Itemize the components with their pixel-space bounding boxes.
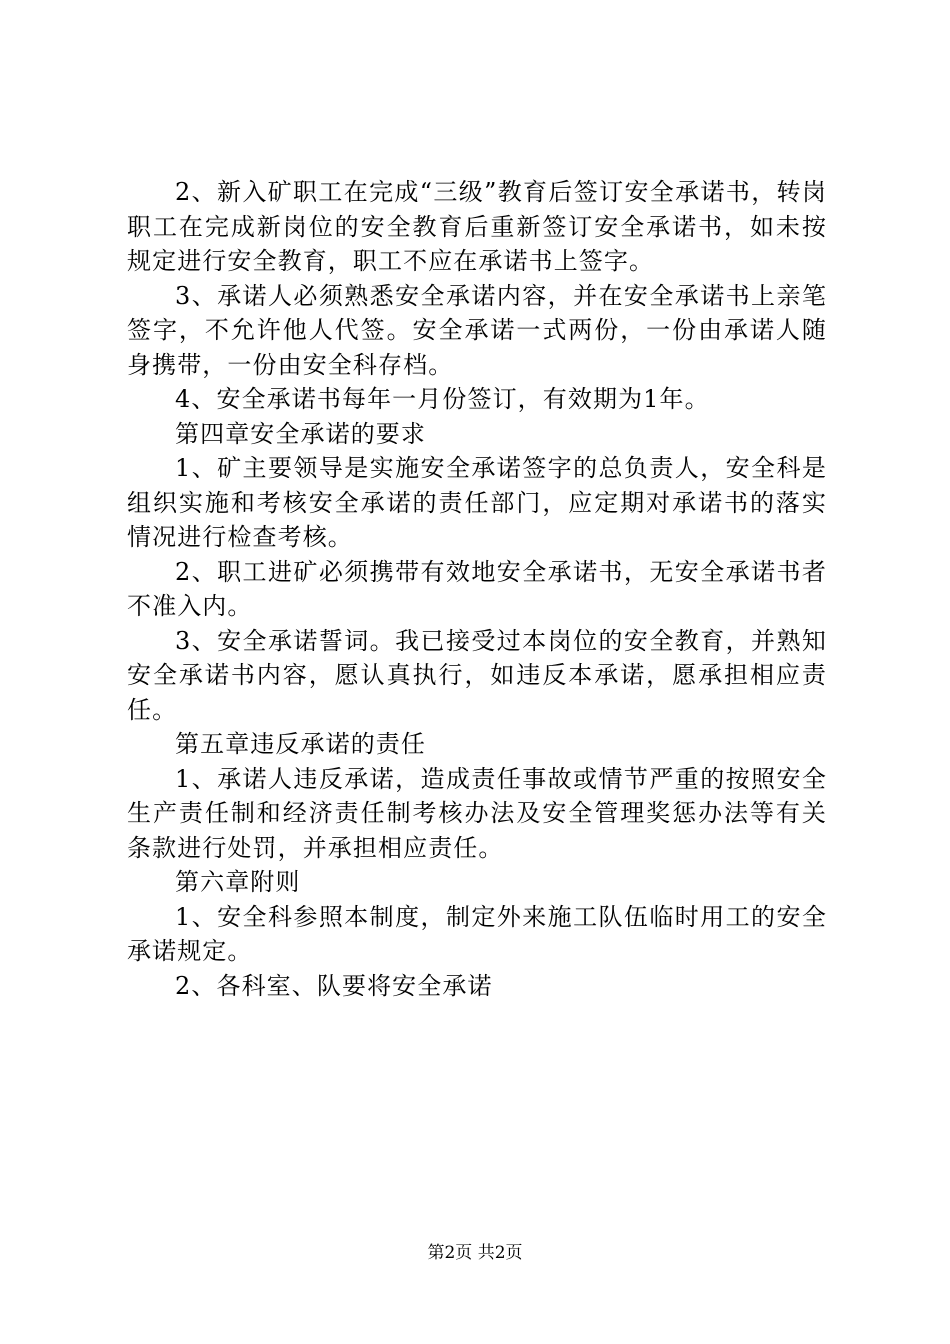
paragraph-ch4-clause-2: 2、职工进矿必须携带有效地安全承诺书，无安全承诺书者不准入内。 [127,557,827,620]
chapter-5-heading: 第五章违反承诺的责任 [175,730,426,758]
paragraph-ch5-clause-1: 1、承诺人违反承诺，造成责任事故或情节严重的按照安全生产责任制和经济责任制考核办法及安全管理奖惩办法等有关条款进行处罚，并承担相应责任。 [127,764,827,862]
page-number: 第2页 共2页 [427,1243,523,1263]
paragraph-ch6-clause-2: 2、各科室、队要将安全承诺 [175,971,493,1000]
paragraph-clause-2: 2、新入矿职工在完成“三级”教育后签订安全承诺书，转岗职工在完成新岗位的安全教育后重新签订安全承诺书，如未按规定进行安全教育，职工不应在承诺书上签字。 [127,178,827,275]
paragraph-ch4-clause-3: 3、安全承诺誓词。我已接受过本岗位的安全教育，并熟知安全承诺书内容，愿认真执行，如违反本承诺，愿承担相应责任。 [127,626,827,724]
page-footer [0,1242,950,1264]
paragraph-clause-4: 4、安全承诺书每年一月份签订，有效期为1年。 [175,385,710,413]
paragraph-clause-3: 3、承诺人必须熟悉安全承诺内容，并在安全承诺书上亲笔签字，不允许他人代签。安全承诺一式两份，一份由承诺人随身携带，一份由安全科存档。 [127,281,827,379]
paragraph-ch4-clause-1: 1、矿主要领导是实施安全承诺签字的总负责人，安全科是组织实施和考核安全承诺的责任部门，应定期对承诺书的落实情况进行检查考核。 [127,454,827,551]
chapter-6-heading: 第六章附则 [175,868,301,896]
paragraph-ch6-clause-1: 1、安全科参照本制度，制定外来施工队伍临时用工的安全承诺规定。 [127,902,827,965]
document-body [127,175,827,1003]
chapter-4-heading: 第四章安全承诺的要求 [175,419,426,448]
